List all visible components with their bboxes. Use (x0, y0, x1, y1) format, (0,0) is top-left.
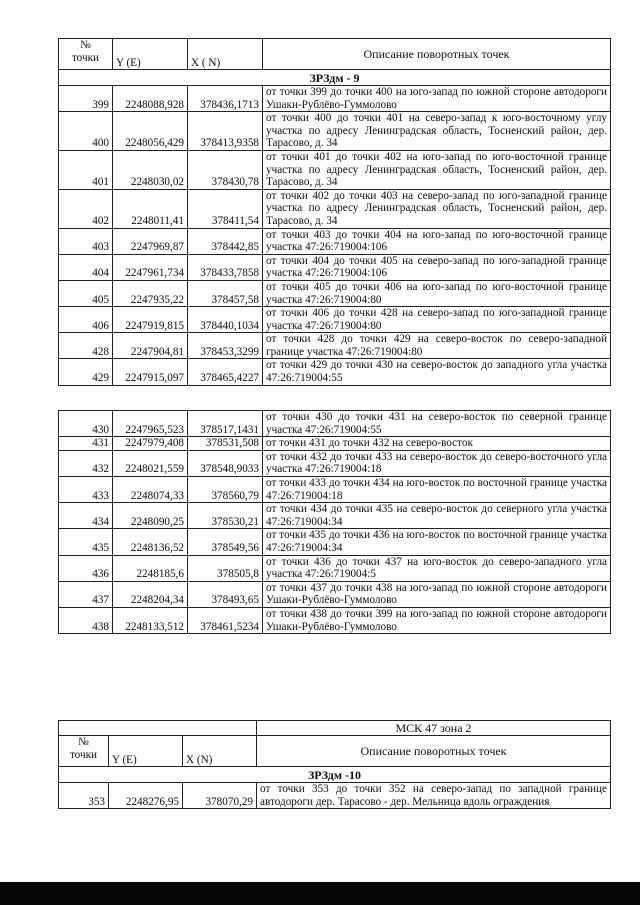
coord-y: 2247979,408 (113, 437, 188, 451)
coord-x: 378461,5234 (188, 607, 263, 633)
table-row (59, 189, 611, 228)
point-number: 433 (59, 476, 113, 502)
table-row (59, 333, 611, 359)
point-description: от точки 401 до точки 402 на юго-запад по юго-восточной границе участка по адресу Ленинградская область, Тосненский район, дер. Тарасово, д. 34 (263, 150, 611, 189)
coord-y: 2247915,097 (113, 359, 188, 385)
coord-y: 2248276,95 (109, 783, 183, 809)
header-x: X ( N) (188, 39, 263, 70)
header-y: Y (E) (109, 736, 183, 767)
table-row (59, 228, 611, 254)
point-description: от точки 406 до точки 428 на северо-запад по юго-западной границе участка 47:26:719004:80 (263, 307, 611, 333)
table-row (59, 607, 611, 633)
point-description: от точки 400 до точки 401 на северо-запад к юго-восточному углу участка по адресу Ленинградская область, Тосненский район, дер. Тарасово, д. 34 (263, 112, 611, 151)
coord-y: 2248021,559 (113, 450, 188, 476)
point-description: от точки 399 до точки 400 на юго-запад по южной стороне автодороги Ушаки-Рублёво-Гуммолово (263, 86, 611, 112)
coord-y: 2247935,22 (113, 280, 188, 306)
coord-y: 2248030,02 (113, 150, 188, 189)
coord-y: 2247969,87 (113, 228, 188, 254)
point-number: 434 (59, 503, 113, 529)
point-description: от точки 430 до точки 431 на северо-восток по северной границе участка 47:26:719004:55 (263, 411, 611, 437)
point-description: от точки 429 до точки 430 на северо-восток до западного угла участка 47:26:719004:55 (263, 359, 611, 385)
table-row (59, 437, 611, 451)
header-x: X (N) (183, 736, 257, 767)
point-number: 400 (59, 112, 113, 151)
table-3-body (59, 783, 611, 809)
point-number: 403 (59, 228, 113, 254)
point-description: от точки 402 до точки 403 на северо-запад по юго-западной границе участка по адресу Ленинградская область, Тосненский район, дер. Тарасово, д. 34 (263, 189, 611, 228)
header-description: Описание поворотных точек (263, 39, 611, 70)
coord-x: 378531,508 (188, 437, 263, 451)
point-description: от точки 435 до точки 436 на юго-восток по восточной границе участка 47:26:719004:34 (263, 529, 611, 555)
table-row (59, 529, 611, 555)
point-number: 436 (59, 555, 113, 581)
point-description: от точки 433 до точки 434 на юго-восток по восточной границе участка 47:26:719004:18 (263, 476, 611, 502)
point-number: 429 (59, 359, 113, 385)
coord-y: 2248011,41 (113, 189, 188, 228)
coord-x: 378430,78 (188, 150, 263, 189)
point-number: 428 (59, 333, 113, 359)
coord-y: 2247961,734 (113, 254, 188, 280)
point-number: 430 (59, 411, 113, 437)
table-row (59, 450, 611, 476)
point-description: от точки 438 до точки 399 на юго-запад по южной стороне автодороги Ушаки-Рублёво-Гуммолово (263, 607, 611, 633)
point-number: 432 (59, 450, 113, 476)
table-row (59, 254, 611, 280)
table-row (59, 783, 611, 809)
coord-x: 378517,1431 (188, 411, 263, 437)
coord-y: 2248133,512 (113, 607, 188, 633)
coord-y: 2248056,429 (113, 112, 188, 151)
table-row (59, 112, 611, 151)
point-description: от точки 403 до точки 404 на юго-запад по юго-восточной границе участка 47:26:719004:106 (263, 228, 611, 254)
point-number: 437 (59, 581, 113, 607)
coord-x: 378530,21 (188, 503, 263, 529)
coord-x: 378457,58 (188, 280, 263, 306)
coord-x: 378548,9033 (188, 450, 263, 476)
point-description: от точки 432 до точки 433 на северо-восток до северо-восточного угла участка 47:26:719004:18 (263, 450, 611, 476)
coord-y: 2248136,52 (113, 529, 188, 555)
coord-y: 2248088,928 (113, 86, 188, 112)
coord-x: 378493,65 (188, 581, 263, 607)
table-row (59, 555, 611, 581)
coord-x: 378413,9358 (188, 112, 263, 151)
header-number: № точки (59, 39, 113, 70)
coord-x: 378560,79 (188, 476, 263, 502)
coord-x: 378453,3299 (188, 333, 263, 359)
table-row (59, 581, 611, 607)
coord-x: 378549,56 (188, 529, 263, 555)
point-number: 399 (59, 86, 113, 112)
header-number: № точки (59, 736, 109, 767)
coord-y: 2248204,34 (113, 581, 188, 607)
table-2-body (59, 411, 611, 634)
coord-x: 378442,85 (188, 228, 263, 254)
point-description: от точки 404 до точки 405 на северо-запад по юго-западной границе участка 47:26:719004:106 (263, 254, 611, 280)
point-number: 401 (59, 150, 113, 189)
table-row (59, 359, 611, 385)
coord-x: 378505,8 (188, 555, 263, 581)
coordinates-table-1 (58, 38, 611, 386)
coord-x: 378436,1713 (188, 86, 263, 112)
point-description: от точки 353 до точки 352 на северо-запад по западной границе автодороги дер. Тарасово - дер. Мельница вдоль ограждения (257, 783, 611, 809)
point-description: от точки 434 до точки 435 на северо-восток до северного угла участка 47:26:719004:34 (263, 503, 611, 529)
coord-x: 378070,29 (183, 783, 257, 809)
table-row (59, 86, 611, 112)
zone-title: ЗРЗдм - 9 (59, 70, 611, 86)
point-number: 402 (59, 189, 113, 228)
coord-x: 378440,1034 (188, 307, 263, 333)
coord-y: 2248090,25 (113, 503, 188, 529)
coord-y: 2247965,523 (113, 411, 188, 437)
coord-x: 378411,54 (188, 189, 263, 228)
point-description: от точки 437 до точки 438 на юго-запад по южной стороне автодороги Ушаки-Рублёво-Гуммолово (263, 581, 611, 607)
point-number: 405 (59, 280, 113, 306)
header-y: Y (E) (113, 39, 188, 70)
scan-edge (0, 882, 640, 905)
point-number: 406 (59, 307, 113, 333)
coord-x: 378433,7858 (188, 254, 263, 280)
point-number: 438 (59, 607, 113, 633)
point-number: 404 (59, 254, 113, 280)
coord-y: 2248185,6 (113, 555, 188, 581)
coord-x: 378465,4227 (188, 359, 263, 385)
zone-title: ЗРЗдм -10 (59, 767, 611, 783)
table-row (59, 503, 611, 529)
header-description: Описание поворотных точек (257, 736, 611, 767)
table-row (59, 307, 611, 333)
table-row (59, 476, 611, 502)
table-row (59, 150, 611, 189)
coordinates-table-3 (58, 720, 611, 809)
point-description: от точки 431 до точки 432 на северо-восток (263, 437, 611, 451)
point-number: 353 (59, 783, 109, 809)
coord-y: 2247904,81 (113, 333, 188, 359)
table-row (59, 411, 611, 437)
coord-y: 2248074,33 (113, 476, 188, 502)
coordinate-system: МСК 47 зона 2 (257, 721, 611, 736)
point-description: от точки 405 до точки 406 на юго-запад по юго-восточной границе участка 47:26:719004:80 (263, 280, 611, 306)
table-1-body (59, 86, 611, 386)
point-description: от точки 428 до точки 429 на северо-восток по северо-западной границе участка 47:26:719004:80 (263, 333, 611, 359)
table-row (59, 280, 611, 306)
point-description: от точки 436 до точки 437 на юго-восток до северо-западного угла участка 47:26:719004:5 (263, 555, 611, 581)
coordinates-table-2 (58, 410, 611, 634)
point-number: 431 (59, 437, 113, 451)
coord-y: 2247919,815 (113, 307, 188, 333)
point-number: 435 (59, 529, 113, 555)
